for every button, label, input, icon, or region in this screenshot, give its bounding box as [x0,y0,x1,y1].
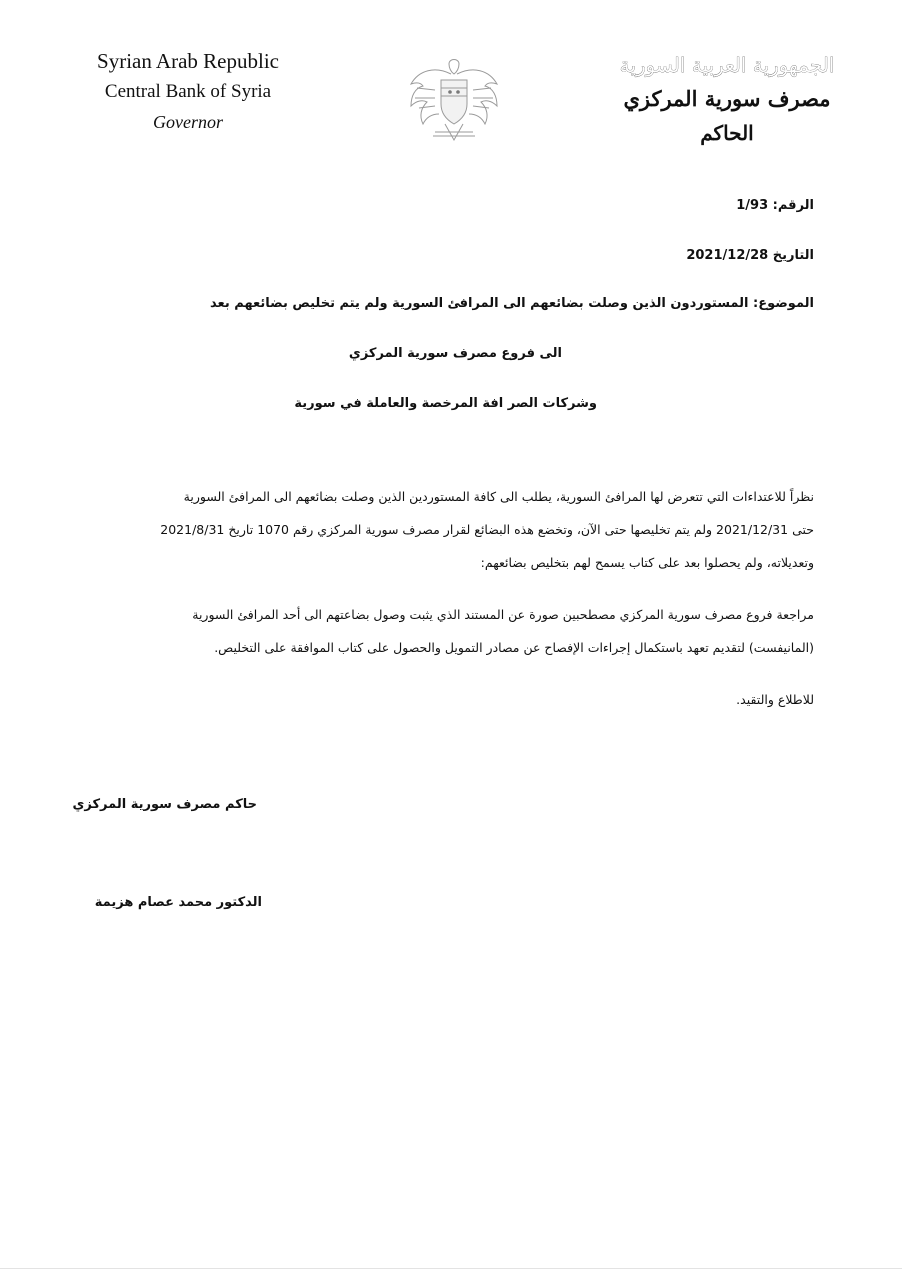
paragraph-line: (المانيفست) لتقديم تعهد باستكمال إجراءات الإفصاح عن مصادر التمويل والحصول على كتاب الموافقة على التخليص. [214,640,814,655]
paragraph-line: نظراً للاعتداءات التي تتعرض لها المرافئ السورية، يطلب الى كافة المستوردين الذين وصلت بضائعهم الى المرافئ السورية [183,489,814,504]
page-bottom-edge [0,1268,902,1269]
signer-title: حاكم مصرف سورية المركزي [72,797,257,812]
syrian-eagle-emblem-icon [405,56,503,144]
paragraph-line: وتعديلاته، ولم يحصلوا بعد على كتاب يسمح لهم بتخليص بضائعهم: [480,555,814,570]
letter-subject: الموضوع: المستوردون الذين وصلت بضائعهم الى المرافئ السورية ولم يتم تخليص بضائعهم بعد [210,296,814,311]
closing-line: للاطلاع والتقيد. [736,692,814,707]
body-paragraph-2 [84,598,814,664]
letterhead-country: Syrian Arab Republic [97,49,279,73]
paragraph-line: مراجعة فروع مصرف سورية المركزي مصطحبين صورة عن المستند الذي يثبت وصول بضاعتهم الى أحد المرافئ السورية [192,607,814,622]
letterhead-office: Governor [153,112,223,132]
letter-date: التاريخ 2021/12/28 [686,248,814,263]
letterhead-country-ar: الجمهورية العربية السورية [619,53,835,77]
paragraph-line: حتى 2021/12/31 ولم يتم تخليصها حتى الآن، وتخضع هذه البضائع لقرار مصرف سورية المركزي رقم 1070 تاريخ 2021/8/31 [160,522,814,537]
reference-number: الرقم: 1/93 [736,198,814,213]
signer-name: الدكتور محمد عصام هزيمة [94,895,262,910]
addressee-line-2: وشركات الصر افة المرخصة والعاملة في سورية [294,396,597,411]
arabic-letterhead [612,48,842,150]
letterhead-institution: Central Bank of Syria [104,81,272,102]
english-letterhead [78,48,298,135]
letterhead-institution-ar: مصرف سورية المركزي [623,86,831,111]
letterhead-office-ar: الحاكم [700,121,754,145]
body-paragraph-1 [84,480,814,579]
addressee-line-1: الى فروع مصرف سورية المركزي [348,346,562,361]
